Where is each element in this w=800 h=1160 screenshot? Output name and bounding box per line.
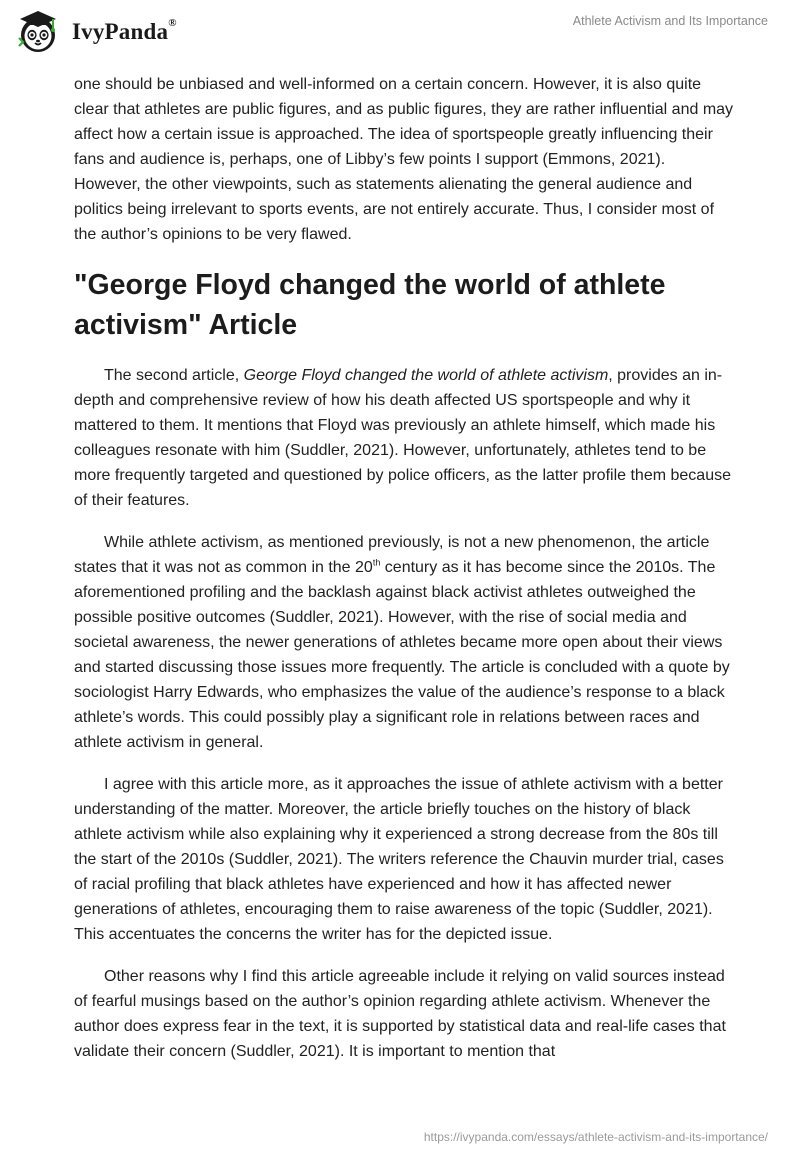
- section-heading: "George Floyd changed the world of athlete activism" Article: [74, 269, 666, 341]
- paragraph-intro: one should be unbiased and well-informed on a certain concern. However, it is also quite clear that athletes are public figures, and as public figures, they are rather influential and may affect how a certain issue is approached. The idea of sportspeople greatly influencing their fans and audience is, perhaps, one of Libby’s few points I support (Emmons, 2021). However, the other viewpoints, such as statements alienating the general audience and politics being irrelevant to sports events, are not entirely accurate. Thus, I consider most of the author’s opinions to be very flawed.: [74, 76, 734, 243]
- paragraph-1-start: The second article,: [104, 367, 244, 384]
- paragraph-4: Other reasons why I find this article agreeable include it relying on valid sources instead of fearful musings based on the author’s opinion regarding athlete activism. Whenever the author does express fear in the text, it is supported by statistical data and real-life cases that validate their concern (Suddler, 2021). It is important to mention that: [74, 968, 726, 1060]
- page-header: [0, 0, 800, 60]
- document-title: Athlete Activism and Its Importance: [572, 14, 768, 28]
- article-title-italic: George Floyd changed the world of athlete activism: [243, 367, 609, 384]
- paragraph-3: I agree with this article more, as it approaches the issue of athlete activism with a better understanding of the matter. Moreover, the article briefly touches on the history of black athlete activism while also explaining why it experienced a strong decrease from the 80s till the start of the 2010s (Suddler, 2021). The writers reference the Chauvin murder trial, cases of racial profiling that black athletes have experienced and how it has affected newer generations of athletes, encouraging them to raise awareness of the topic (Suddler, 2021). This accentuates the concerns the writer has for the depicted issue.: [74, 776, 724, 943]
- paragraph-1: [74, 363, 734, 513]
- essay-content: [74, 72, 734, 1081]
- registered-mark: ®: [168, 17, 177, 30]
- paragraph-2-rest: century as it has become since the 2010s. The aforementioned profiling and the backlash against black activist athletes outweighed the possible positive outcomes (Suddler, 2021). However, with the rise of social media and societal awareness, the newer generations of athletes became more open about their views and started discussing those issues more frequently. The article is concluded with a quote by sociologist Harry Edwards, who emphasizes the value of the audience’s response to a black athlete’s words. This could possibly play a significant role in relations between races and athlete activism in general.: [74, 559, 730, 751]
- ivypanda-logo-icon[interactable]: [14, 8, 62, 56]
- ordinal-suffix: th: [372, 557, 381, 568]
- paragraph-1-rest: , provides an in-depth and comprehensive review of how his death affected US sportspeople and why it mattered to them. It mentions that Floyd was previously an athlete himself, which made his colleagues resonate with him (Suddler, 2021). However, unfortunately, athletes tend to be more frequently targeted and questioned by police officers, as the latter profile them because of their features.: [74, 367, 731, 509]
- brand-text: IvyPanda: [72, 19, 169, 44]
- brand-name[interactable]: [72, 19, 177, 45]
- source-url[interactable]: https://ivypanda.com/essays/athlete-activism-and-its-importance/: [423, 1130, 768, 1144]
- paragraph-2-start: While athlete activism, as mentioned previously, is not a new phenomenon, the article states that it was not as common in the 20: [74, 534, 710, 576]
- paragraph-2: [74, 530, 734, 755]
